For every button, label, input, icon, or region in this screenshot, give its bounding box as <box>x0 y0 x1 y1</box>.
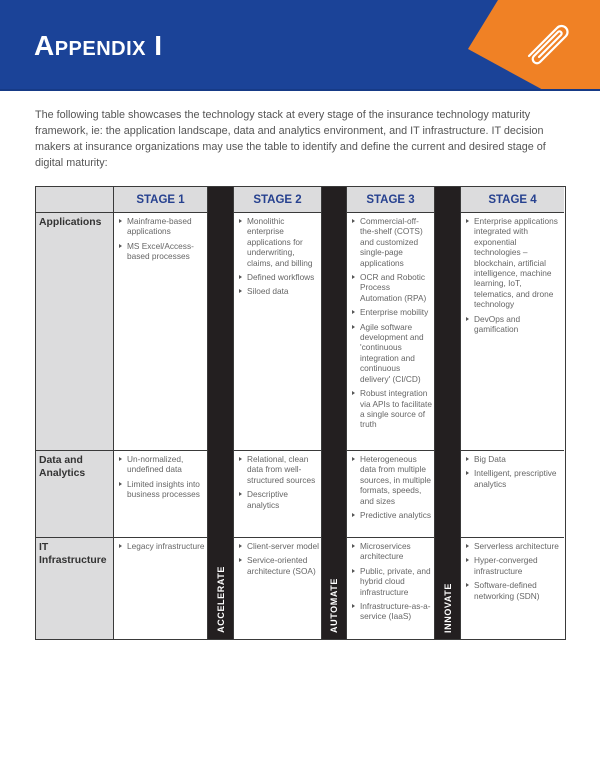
stage-1-header: STAGE 1 <box>114 187 208 213</box>
list-item: Legacy infrastructure <box>118 541 205 551</box>
it-stage-2 <box>234 538 322 639</box>
applications-stage-1 <box>114 213 208 451</box>
accelerate-bar <box>208 187 234 639</box>
applications-stage-4 <box>461 213 564 451</box>
list-item: Intelligent, prescriptive analytics <box>465 468 562 489</box>
stage-4-header: STAGE 4 <box>461 187 564 213</box>
automate-label: AUTOMATE <box>329 578 339 633</box>
list-item: Public, private, and hybrid cloud infrastructure <box>351 566 432 597</box>
list-item: Predictive analytics <box>351 510 432 520</box>
list-item: Defined workflows <box>238 272 319 282</box>
list-item: Mainframe-based applications <box>118 216 205 237</box>
data-stage-2 <box>234 451 322 538</box>
list-item: Monolithic enterprise applications for underwriting, claims, and billing <box>238 216 319 268</box>
banner-underline <box>0 89 600 91</box>
accelerate-label: ACCELERATE <box>215 566 226 633</box>
list-item: Un-normalized, undefined data <box>118 454 205 475</box>
paperclip-icon <box>525 22 577 70</box>
header-banner <box>0 0 600 91</box>
list-item: DevOps and gamification <box>465 314 562 335</box>
it-stage-1 <box>114 538 208 639</box>
list-item: Microservices architecture <box>351 541 432 562</box>
row-label-applications: Applications <box>36 213 114 451</box>
applications-stage-3 <box>347 213 435 451</box>
list-item: Relational, clean data from well-structured sources <box>238 454 319 485</box>
list-item: Big Data <box>465 454 562 464</box>
automate-bar <box>322 187 347 639</box>
row-label-data-analytics: Data and Analytics <box>36 451 114 538</box>
list-item: Client-server model <box>238 541 319 551</box>
intro-paragraph: The following table showcases the technology stack at every stage of the insurance technology maturity framework, ie: the application landscape, data and analytics environment, and IT infrastructure. IT decision makers at insurance organizations may use the table to identify and define the current and desired stage of digital maturity: <box>35 109 546 169</box>
list-item: Software-defined networking (SDN) <box>465 580 562 601</box>
stage-2-header: STAGE 2 <box>234 187 322 213</box>
list-item: Hyper-converged infrastructure <box>465 555 562 576</box>
list-item: Heterogeneous data from multiple sources, in multiple formats, speeds, and sizes <box>351 454 432 506</box>
header-corner-cell <box>36 187 114 213</box>
list-item: Commercial-off-the-shelf (COTS) and customized single-page applications <box>351 216 432 268</box>
list-item: Enterprise applications integrated with exponential technologies – blockchain, artificial intelligence, machine learning, IoT, telematics, and drone technology <box>465 216 562 310</box>
list-item: Robust integration via APIs to facilitate a single source of truth <box>351 388 432 430</box>
list-item: Serverless architecture <box>465 541 562 551</box>
list-item: MS Excel/Access-based processes <box>118 241 205 262</box>
list-item: Infrastructure-as-a-service (IaaS) <box>351 601 432 622</box>
data-stage-4 <box>461 451 564 538</box>
data-stage-3 <box>347 451 435 538</box>
list-item: Service-oriented architecture (SOA) <box>238 555 319 576</box>
maturity-table <box>35 186 566 640</box>
page-title: Appendix I <box>34 30 163 61</box>
applications-stage-2 <box>234 213 322 451</box>
stage-3-header: STAGE 3 <box>347 187 435 213</box>
data-stage-1 <box>114 451 208 538</box>
it-stage-3 <box>347 538 435 639</box>
list-item: Limited insights into business processes <box>118 479 205 500</box>
it-stage-4 <box>461 538 564 639</box>
list-item: Descriptive analytics <box>238 489 319 510</box>
list-item: Agile software development and 'continuous integration and continuous delivery' (CI/CD) <box>351 322 432 384</box>
innovate-bar <box>435 187 461 639</box>
list-item: OCR and Robotic Process Automation (RPA) <box>351 272 432 303</box>
list-item: Siloed data <box>238 286 319 296</box>
list-item: Enterprise mobility <box>351 307 432 317</box>
row-label-it-infrastructure: IT Infrastructure <box>36 538 114 639</box>
innovate-label: INNOVATE <box>442 583 453 633</box>
